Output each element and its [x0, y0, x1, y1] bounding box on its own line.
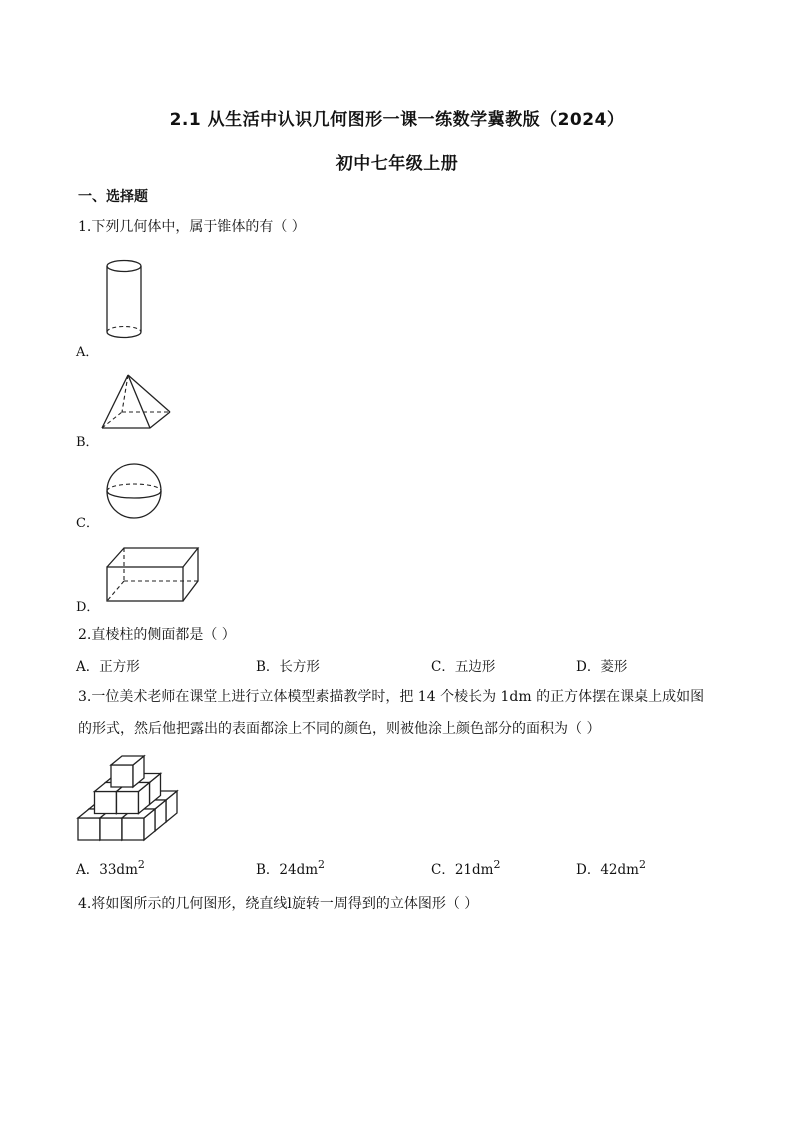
document-subtitle: 初中七年级上册	[335, 154, 459, 174]
cylinder-icon	[100, 256, 150, 348]
cube-face	[95, 792, 117, 814]
q3-option-a-exponent: 2	[137, 858, 145, 871]
q2-option-b[interactable]: B．长方形	[256, 659, 320, 675]
pyramid-icon	[98, 372, 178, 436]
q2-option-a[interactable]: A．正方形	[76, 659, 140, 675]
cube-face	[111, 765, 133, 787]
q2-option-c[interactable]: C．五边形	[431, 659, 496, 675]
stacked-cubes-figure	[74, 744, 218, 844]
sphere-icon	[104, 461, 166, 523]
cuboid-icon	[104, 545, 200, 605]
q3-option-d-text: D．42dm	[576, 862, 639, 878]
q1-option-c[interactable]: C．	[76, 516, 99, 531]
document-title: 2.1 从生活中认识几何图形一课一练数学冀教版（2024）	[169, 110, 625, 130]
q3-option-b-exponent: 2	[318, 858, 326, 871]
section-heading: 一、选择题	[78, 189, 148, 205]
q3-option-a-text: A．33dm	[76, 862, 138, 878]
q3-option-c-exponent: 2	[493, 858, 501, 871]
question-3-stem-line2: 的形式，然后他把露出的表面都涂上不同的颜色，则被他涂上颜色部分的面积为（ ）	[78, 721, 601, 737]
q3-option-c-text: C．21dm	[431, 862, 494, 878]
cube-face	[100, 818, 122, 840]
q1-option-d[interactable]: D．	[76, 600, 100, 615]
q3-option-d-exponent: 2	[638, 858, 646, 871]
q3-option-a[interactable]	[76, 858, 145, 878]
q1-option-a[interactable]: A．	[76, 345, 99, 360]
question-2-stem: 2.直棱柱的侧面都是（ ）	[78, 627, 236, 643]
cube-face	[122, 818, 144, 840]
question-4-stem: 4.将如图所示的几何图形，绕直线l旋转一周得到的立体图形（ ）	[78, 896, 479, 912]
q3-option-b[interactable]	[256, 858, 325, 878]
q3-option-b-text: B．24dm	[256, 862, 319, 878]
cube-face	[117, 792, 139, 814]
question-3-stem-line1: 3.一位美术老师在课堂上进行立体模型素描教学时，把 14 个棱长为 1dm 的正方体摆在课桌上成如图	[78, 689, 705, 705]
q1-option-b[interactable]: B．	[76, 435, 99, 450]
q3-option-c[interactable]	[431, 858, 500, 878]
cube-face	[78, 818, 100, 840]
question-1-stem: 1.下列几何体中，属于锥体的有（ ）	[78, 219, 306, 235]
q3-option-d[interactable]	[576, 858, 646, 878]
q2-option-d[interactable]: D．菱形	[576, 659, 628, 675]
